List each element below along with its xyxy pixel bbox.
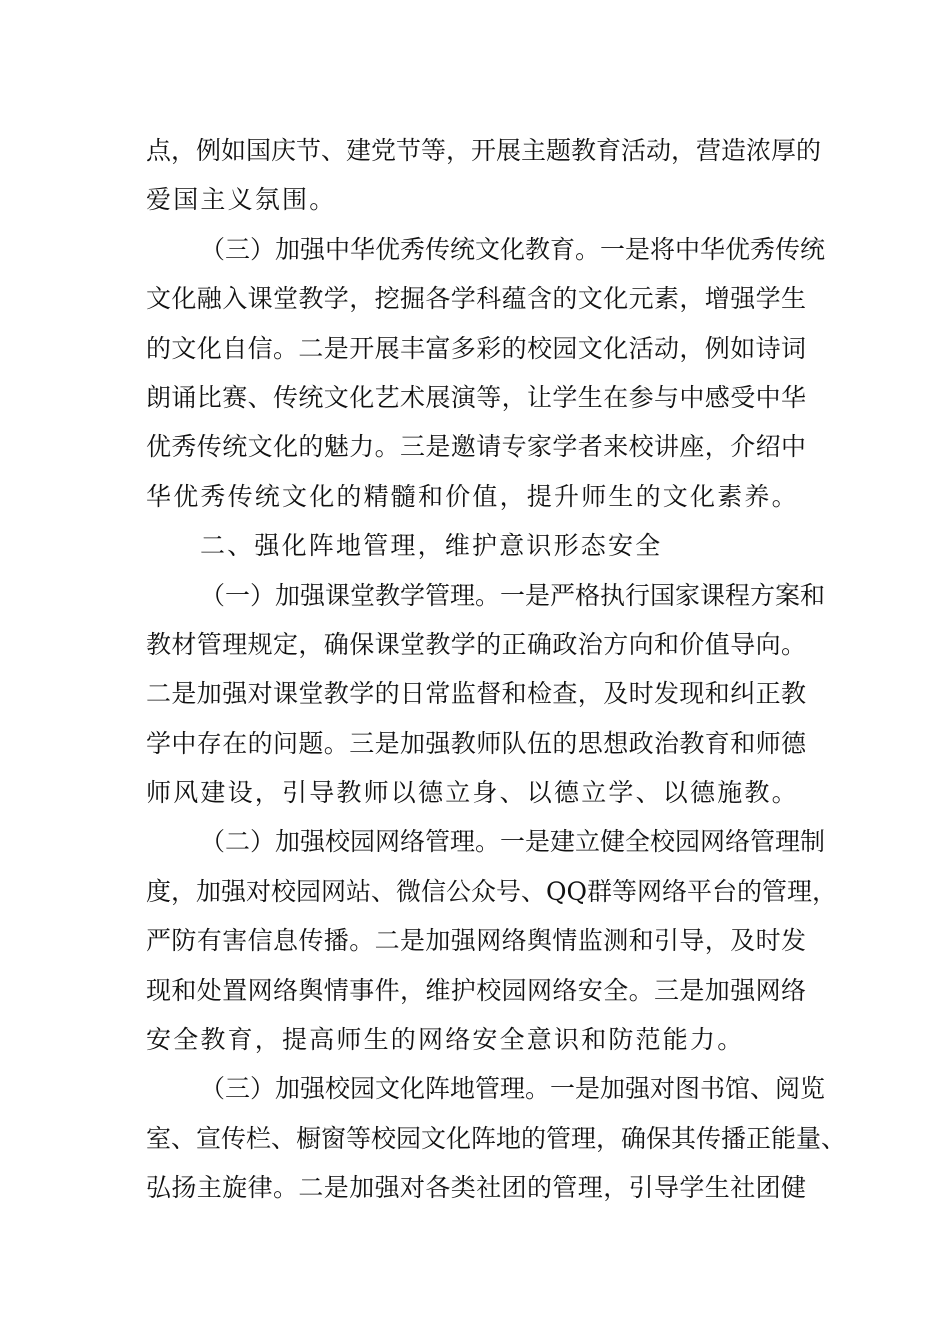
text-line: 安全教育，提高师生的网络安全意识和防范能力。 <box>146 1025 745 1055</box>
text-line: 朗诵比赛、传统文化艺术展演等，让学生在参与中感受中华 <box>146 382 806 412</box>
text-line: （二）加强校园网络管理。一是建立健全校园网络管理制 <box>200 827 826 857</box>
document-body <box>146 126 847 1213</box>
text-line: （一）加强课堂教学管理。一是严格执行国家课程方案和 <box>200 580 826 610</box>
text-line: 弘扬主旋律。二是加强对各类社团的管理，引导学生社团健 <box>146 1173 806 1203</box>
text-line: 学中存在的问题。三是加强教师队伍的思想政治教育和师德 <box>146 728 806 758</box>
text-line: （三）加强中华优秀传统文化教育。一是将中华优秀传统 <box>200 234 826 264</box>
text-line: 二、强化阵地管理，维护意识形态安全 <box>200 531 663 561</box>
text-line: 二是加强对课堂教学的日常监督和检查，及时发现和纠正教 <box>146 679 806 709</box>
text-line: 室、宣传栏、橱窗等校园文化阵地的管理，确保其传播正能量、 <box>146 1123 847 1153</box>
text-line: 爱国主义氛围。 <box>146 185 337 215</box>
text-line: 点，例如国庆节、建党节等，开展主题教育活动，营造浓厚的 <box>146 136 822 165</box>
text-line: 优秀传统文化的魅力。三是邀请专家学者来校讲座，介绍中 <box>146 432 806 462</box>
text-line: 严防有害信息传播。二是加强网络舆情监测和引导，及时发 <box>146 926 806 956</box>
text-line: 文化融入课堂教学，挖掘各学科蕴含的文化元素，增强学生 <box>146 284 806 314</box>
text-line: 师风建设，引导教师以德立身、以德立学、以德施教。 <box>146 778 799 808</box>
text-line: 现和处置网络舆情事件，维护校园网络安全。三是加强网络 <box>146 975 806 1005</box>
text-line: （三）加强校园文化阵地管理。一是加强对图书馆、阅览 <box>200 1074 826 1104</box>
text-line: 教材管理规定，确保课堂教学的正确政治方向和价值导向。 <box>146 629 806 659</box>
text-line: 的文化自信。二是开展丰富多彩的校园文化活动，例如诗词 <box>146 333 806 363</box>
text-line: 度，加强对校园网站、微信公众号、QQ群等网络平台的管理， <box>146 876 837 906</box>
text-line: 华优秀传统文化的精髓和价值，提升师生的文化素养。 <box>146 481 799 511</box>
